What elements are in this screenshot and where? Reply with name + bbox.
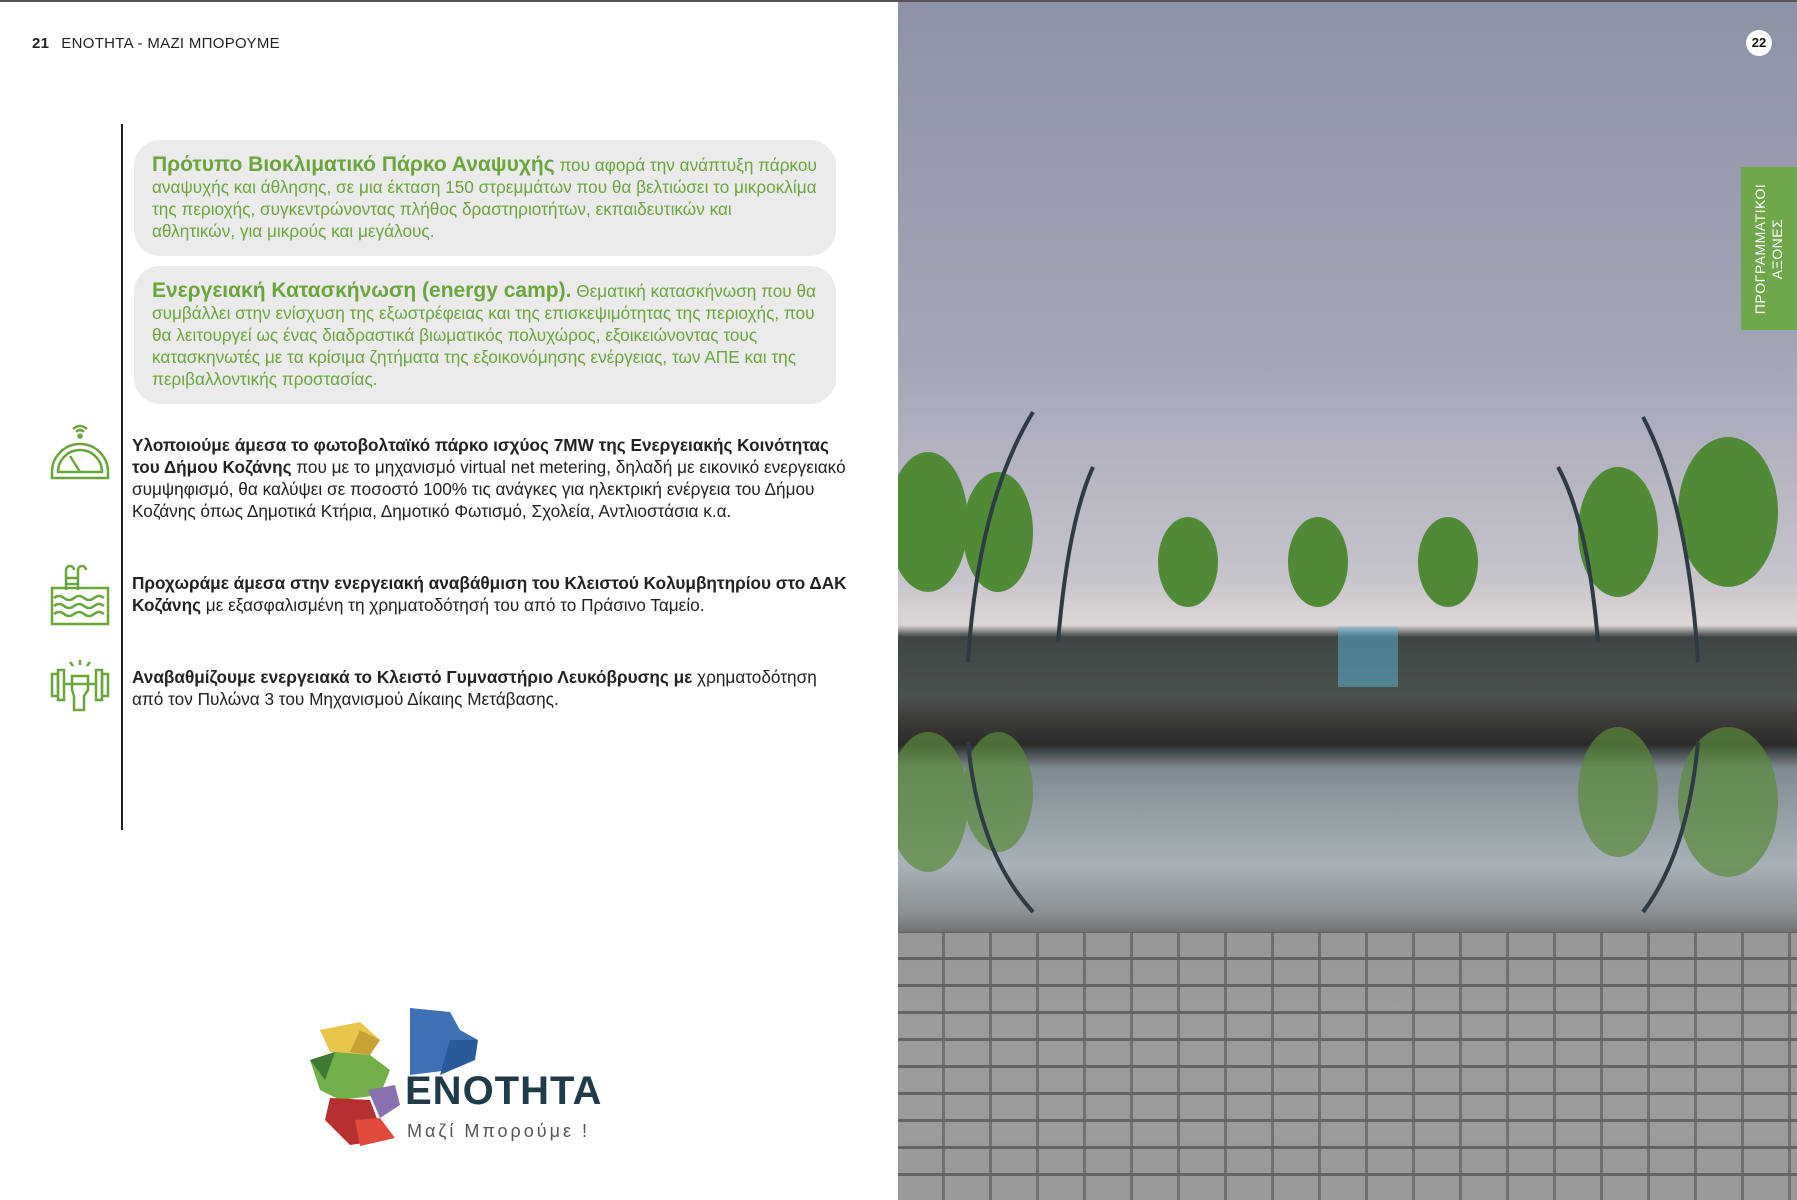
box-text: Θεματική κατασκήνωση που θα συμβάλλει στην ενίσχυση της εξωστρέφειας και της επισκεψιμότητας της περιοχής, που θα λειτουργεί ως ένας διαδραστικά βιωματικός πολυχώρος, εξοικειώνοντας τους κατασκηνωτές με τα κρίσιμα ζητήματα της εξοικονόμησης ενέργειας, των ΑΠΕ και της περιβαλλοντικής προστασίας. <box>152 281 816 389</box>
solar-meter-icon <box>48 424 112 488</box>
page-header <box>32 35 280 52</box>
paved-walkway <box>898 932 1797 1200</box>
park-rendering-image <box>898 2 1797 1200</box>
box-title: Ενεργειακή Κατασκήνωση (energy camp). <box>152 279 572 302</box>
dumbbell-icon <box>48 656 112 720</box>
page-number-left: 21 <box>32 35 50 52</box>
list-item-solar-park <box>132 434 852 522</box>
side-tab-programmatic-axes[interactable] <box>1741 167 1797 330</box>
list-item-gym <box>132 666 852 710</box>
tab-line1: ΠΡΟΓΡΑΜΜΑΤΙΚΟΙ <box>1752 183 1768 314</box>
info-box-park <box>134 140 836 256</box>
page-number-right: 22 <box>1746 30 1772 56</box>
logo-slogan: Μαζί Μπορούμε ! <box>407 1121 590 1141</box>
box-title: Πρότυπο Βιοκλιματικό Πάρκο Αναψυχής <box>152 153 555 176</box>
header-title: ΕΝΟΤΗΤΑ - ΜΑΖΙ ΜΠΟΡΟΥΜΕ <box>61 35 280 52</box>
logo-name: ΕΝΟΤΗΤΑ <box>405 1069 603 1113</box>
item-bold: Υλοποιούμε άμεσα το φωτοβολταϊκό πάρκο ισχύος 7MW της Ενεργειακής Κοινότητας του Δήμου Κοζάνης <box>132 435 829 477</box>
item-text: χρηματοδότηση από τον Πυλώνα 3 του Μηχανισμού Δίκαιης Μετάβασης. <box>132 667 817 709</box>
swimming-pool-icon <box>48 562 112 626</box>
tab-line2: ΑΞΟΝΕΣ <box>1769 218 1785 279</box>
item-text: με εξασφαλισμένη τη χρηματοδότησή του από το Πράσινο Ταμείο. <box>201 595 705 615</box>
item-bold: Αναβαθμίζουμε ενεργειακά το Κλειστό Γυμναστήριο Λευκόβρυσης με <box>132 667 693 687</box>
item-bold: Προχωράμε άμεσα στην ενεργειακή αναβάθμιση του Κλειστού Κολυμβητηρίου στο ΔΑΚ Κοζάνης <box>132 573 847 615</box>
list-item-pool <box>132 572 852 616</box>
info-box-energy-camp <box>134 266 836 404</box>
item-text: που με το μηχανισμό virtual net metering, δηλαδή με εικονικό ενεργειακό συμψηφισμό, θα καλύψει σε ποσοστό 100% τις ανάγκες για ηλεκτρική ενέργεια του Δήμου Κοζάνης όπως Δημοτικά Κτήρια, Δημοτικό Φωτισμό, Σχολεία, Αντλιοστάσια κ.α. <box>132 457 846 521</box>
box-text: που αφορά την ανάπτυξη πάρκου αναψυχής και άθλησης, σε μια έκταση 150 στρεμμάτων που θα βελτιώσει το μικροκλίμα της περιοχής, συγκεντρώνοντας πλήθος δραστηριοτήτων, εκπαιδευτικών και αθλητικών, για μικρούς και μεγάλους. <box>152 155 817 241</box>
content-column <box>0 140 898 710</box>
